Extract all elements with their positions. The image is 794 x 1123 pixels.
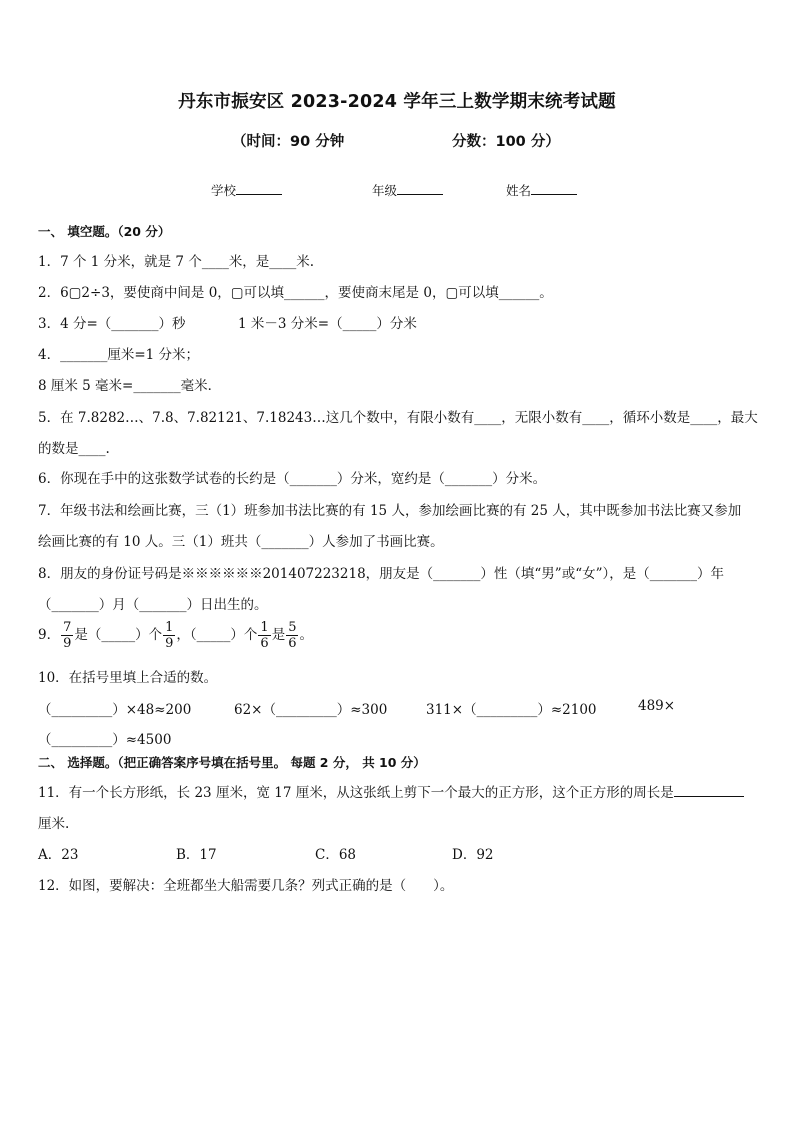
grade-field	[372, 181, 443, 199]
question-10a: （_________）×48≈200	[38, 702, 192, 718]
school-label: 学校	[211, 183, 237, 198]
q9-mid1: 是（_____）个	[74, 627, 163, 643]
question-10c: 311×（_________）≈2100	[426, 702, 597, 718]
fraction-denominator: 9	[165, 636, 174, 651]
question-11-text: 11．有一个长方形纸，长 23 厘米，宽 17 厘米，从这张纸上剪下一个最大的正方形，这个正方形的周长是	[38, 785, 674, 801]
fraction-denominator: 6	[288, 636, 297, 651]
name-label: 姓名	[506, 183, 532, 198]
fraction-denominator: 9	[63, 636, 72, 651]
question-11-line2: 厘米.	[38, 816, 70, 832]
question-3a: 3．4 分=（_______）秒	[38, 316, 186, 332]
section-fill-in-title: 一、 填空题。（20 分）	[38, 224, 171, 239]
school-blank[interactable]	[236, 181, 282, 195]
answer-blank[interactable]	[674, 783, 744, 797]
fraction-1-6	[258, 620, 270, 651]
question-3b: 1 米－3 分米=（_____）分米	[238, 316, 417, 332]
fraction-numerator: 5	[288, 620, 297, 635]
question-4b: 8 厘米 5 毫米=_______毫米．	[38, 378, 222, 394]
fraction-denominator: 6	[260, 636, 269, 651]
question-2: 2．6▢2÷3，要使商中间是 0，▢可以填______，要使商末尾是 0，▢可以填______。	[38, 285, 553, 301]
question-4a: 4．_______厘米=1 分米；	[38, 347, 200, 363]
q9-mid2: ，（_____）个	[176, 627, 258, 643]
question-10d: 489×	[638, 698, 676, 714]
question-7-line1: 7．年级书法和绘画比赛，三（1）班参加书法比赛的有 15 人，参加绘画比赛的有 25 人，其中既参加书法比赛又参加	[38, 503, 742, 519]
fraction-7-9	[61, 620, 73, 651]
section-choice-title: 二、 选择题。（把正确答案序号填在括号里。 每题 2 分， 共 10 分）	[38, 755, 426, 770]
question-8-line1: 8．朋友的身份证号码是※※※※※※201407223218，朋友是（_______）性（填“男”或“女”），是（_______）年	[38, 566, 725, 582]
grade-blank[interactable]	[397, 181, 443, 195]
fraction-1-9	[163, 620, 175, 651]
fraction-numerator: 1	[260, 620, 269, 635]
question-7-line2: 绘画比赛的有 10 人。三（1）班共（_______）人参加了书画比赛。	[38, 534, 444, 550]
question-10e: （_________）≈4500	[38, 732, 172, 748]
page-title: 丹东市振安区 2023-2024 学年三上数学期末统考试题	[178, 92, 616, 112]
question-1: 1．7 个 1 分米，就是 7 个____米，是____米.	[38, 254, 315, 270]
option-a[interactable]: A．23	[38, 847, 79, 863]
question-5-line2: 的数是____.	[38, 441, 110, 457]
option-c[interactable]: C．68	[315, 847, 357, 863]
school-field	[211, 181, 282, 199]
total-score: 分数：100 分）	[452, 134, 560, 150]
fraction-5-6	[286, 620, 298, 651]
question-5-line1: 5．在 7.8282…、7.8、7.82121、7.18243…这几个数中，有限小数有____，无限小数有____，循环小数是____，最大	[38, 410, 758, 426]
question-12: 12．如图，要解决：全班都坐大船需要几条？列式正确的是（ ）。	[38, 878, 454, 894]
q9-prefix: 9．	[38, 627, 61, 643]
grade-label: 年级	[372, 183, 398, 198]
q9-mid3: 是	[271, 627, 286, 643]
question-9	[38, 620, 313, 651]
name-field	[506, 181, 577, 199]
question-10b: 62×（_________）≈300	[234, 702, 388, 718]
time-limit: （时间：90 分钟	[232, 134, 345, 150]
q9-suffix: 。	[299, 627, 313, 643]
question-8-line2: （_______）月（_______）日出生的。	[38, 597, 268, 613]
question-10: 10．在括号里填上合适的数。	[38, 670, 218, 686]
option-b[interactable]: B．17	[176, 847, 217, 863]
option-d[interactable]: D．92	[452, 847, 494, 863]
fraction-numerator: 7	[63, 620, 72, 635]
question-11-options	[0, 843, 794, 861]
name-blank[interactable]	[531, 181, 577, 195]
question-6: 6．你现在手中的这张数学试卷的长约是（_______）分米，宽约是（_______）分米。	[38, 471, 547, 487]
fraction-numerator: 1	[165, 620, 174, 635]
question-11-line1	[38, 781, 744, 801]
